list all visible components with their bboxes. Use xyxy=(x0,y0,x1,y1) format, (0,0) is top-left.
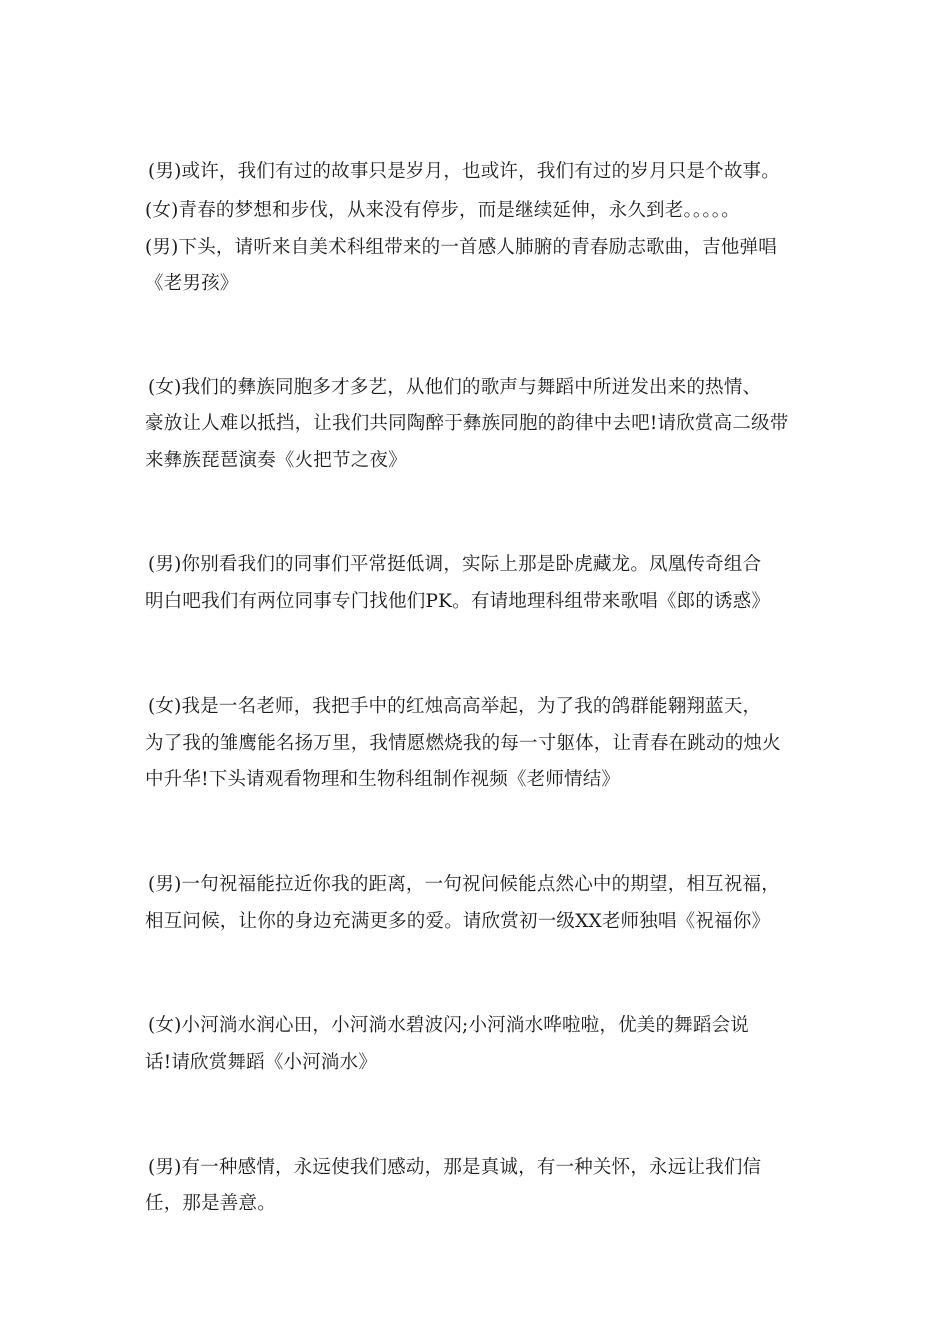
paragraph-line: 话!请欣赏舞蹈《小河淌水》 xyxy=(145,1052,378,1073)
paragraph-line: (男)或许，我们有过的故事只是岁月，也或许，我们有过的岁月只是个故事。 xyxy=(148,161,780,182)
paragraph-line: (女)我们的彝族同胞多才多艺，从他们的歌声与舞蹈中所迸发出来的热情、 xyxy=(148,377,762,398)
paragraph-line: 为了我的雏鹰能名扬万里，我情愿燃烧我的每一寸躯体，让青春在跳动的烛火 xyxy=(145,733,781,754)
paragraph-line: (男)下头，请听来自美术科组带来的一首感人肺腑的青春励志歌曲，吉他弹唱 xyxy=(145,237,777,258)
paragraph-line: 明白吧我们有两位同事专门找他们PK。有请地理科组带来歌唱《郎的诱惑》 xyxy=(145,591,771,612)
paragraph-line: (男)你别看我们的同事们平常挺低调，实际上那是卧虎藏龙。凤凰传奇组合 xyxy=(148,554,762,575)
paragraph-line: 来彝族琵琶演奏《火把节之夜》 xyxy=(145,450,407,471)
paragraph-line: 任，那是善意。 xyxy=(145,1193,276,1214)
paragraph-line: (男)有一种感情，永远使我们感动，那是真诚，有一种关怀，永远让我们信 xyxy=(148,1157,762,1178)
paragraph-line: (女)青春的梦想和步伐，从来没有停步，而是继续延伸，永久到老。。。。。 xyxy=(145,200,740,221)
paragraph-line: (女)我是一名老师，我把手中的红烛高高举起，为了我的鸽群能翱翔蓝天， xyxy=(148,696,762,717)
paragraph-line: 《老男孩》 xyxy=(145,273,239,294)
paragraph-line: (男)一句祝福能拉近你我的距离，一句祝问候能点然心中的期望，相互祝福， xyxy=(148,874,780,895)
paragraph-line: 中升华!下头请观看物理和生物科组制作视频《老师情结》 xyxy=(145,769,621,790)
paragraph-line: 相互问候，让你的身边充满更多的爱。请欣赏初一级XX老师独唱《祝福你》 xyxy=(145,911,771,932)
paragraph-line: 豪放让人难以抵挡，让我们共同陶醉于彝族同胞的韵律中去吧!请欣赏高二级带 xyxy=(145,413,789,434)
paragraph-line: (女)小河淌水润心田，小河淌水碧波闪;小河淌水哗啦啦，优美的舞蹈会说 xyxy=(148,1015,749,1036)
